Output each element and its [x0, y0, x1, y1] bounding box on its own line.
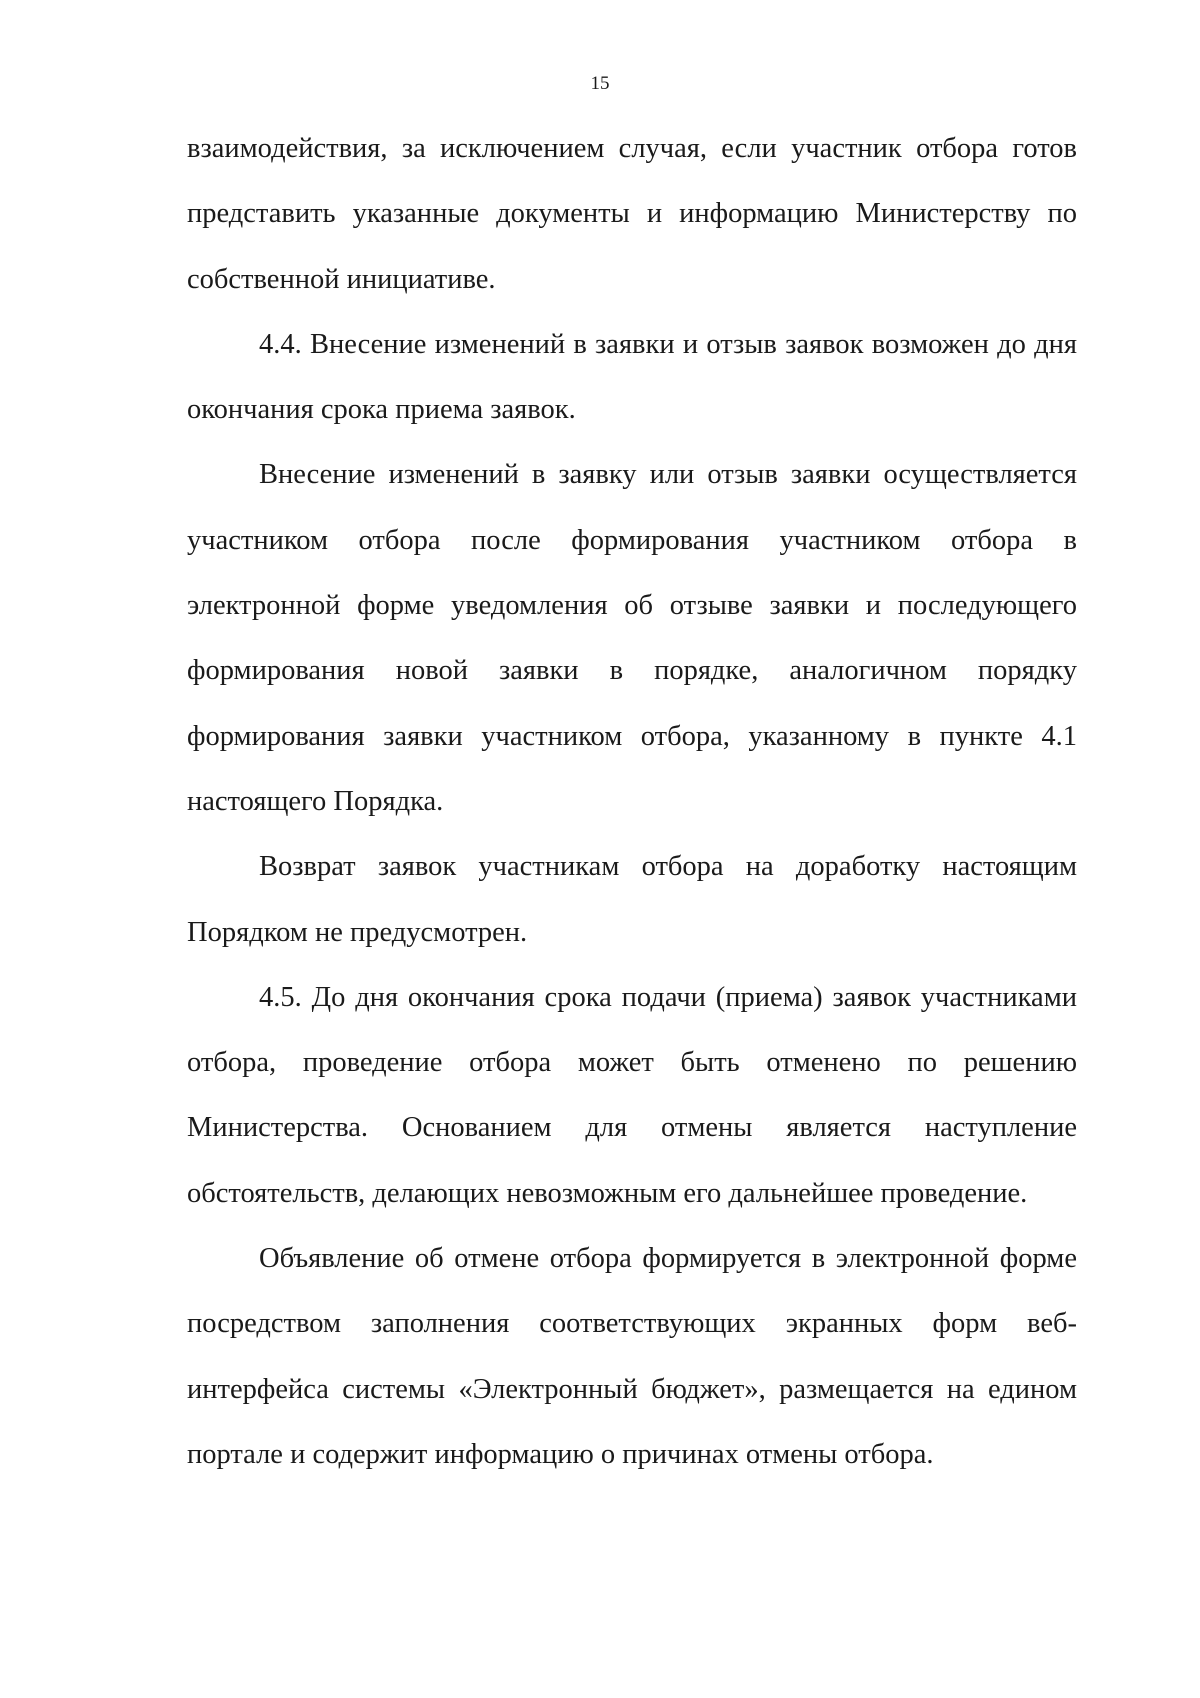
document-body [187, 116, 1077, 1487]
paragraph-changes-procedure: Внесение изменений в заявку или отзыв заявки осуществляется участником отбора после формирования участником отбора в электронной форме уведомления об отзыве заявки и последующего формирования новой заявки в порядке, аналогичном порядку формирования заявки участником отбора, указанному в пункте 4.1 настоящего Порядка. [187, 459, 1077, 817]
paragraph-4-5: 4.5. До дня окончания срока подачи (приема) заявок участниками отбора, проведение отбора может быть отменено по решению Министерства. Основанием для отмены является наступление обстоятельств, делающих невозможным его дальнейшее проведение. [187, 981, 1077, 1209]
paragraph-continuation: взаимодействия, за исключением случая, если участник отбора готов представить указанные документы и информацию Министерству по собственной инициативе. [187, 133, 1077, 295]
paragraph-return-not-provided: Возврат заявок участникам отбора на доработку настоящим Порядком не предусмотрен. [187, 851, 1077, 948]
paragraph-4-4: 4.4. Внесение изменений в заявки и отзыв заявок возможен до дня окончания срока приема заявок. [187, 328, 1077, 426]
page-number: 15 [590, 73, 610, 94]
paragraph-cancellation-announcement: Объявление об отмене отбора формируется в электронной форме посредством заполнения соответствующих экранных форм веб-интерфейса системы «Электронный бюджет», размещается на едином портале и содержит информацию о причинах отмены отбора. [187, 1243, 1077, 1470]
